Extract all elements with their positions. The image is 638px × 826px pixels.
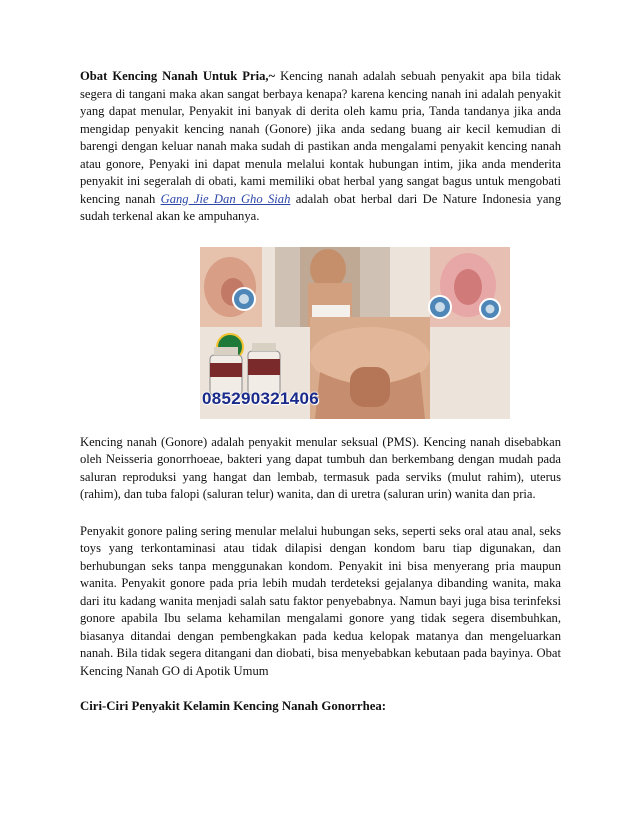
document-page [80, 68, 561, 716]
intro-text: Kencing nanah adalah sebuah penyakit apa bila tidak segera di tangani maka akan sangat berbaya kenapa? karena kencing nanah ini adalah penyakit yang dapat menular, Penyakit ini banyak di derita oleh kamu pria, Tanda tandanya jika anda mengidap penyakit kencing nanah (Gonore) jika anda sedang buang air kecil kemudian di barengi dengan keluar nanah maka sudah di pastikan anda mengalami penyakit kencing nanah atau gonore, Penyaki ini dapat menula melalui kontak hubungan intim, jika anda menderita penyakit ini segeralah di obati, kami memiliki obat herbal yang sangat bagus untuk mengobati kencing nanah [80, 69, 561, 206]
section-heading: Ciri-Ciri Penyakit Kelamin Kencing Nanah Gonorrhea: [80, 699, 387, 713]
intro-paragraph [80, 68, 561, 226]
product-collage-image [200, 247, 510, 419]
gonorrhea-definition-paragraph: Kencing nanah (Gonore) adalah penyakit menular seksual (PMS). Kencing nanah disebabkan oleh Neisseria gonorrhoeae, bakteri yang dapat tumbuh dan berkembang dengan mudah pada saluran reproduksi yang hangat dan lembab, termasuk pada serviks (mulut rahim), uterus (rahim), dan tuba falopi (saluran telur) wanita, dan di uretra (saluran urin) wanita dan pria. [80, 434, 561, 501]
phone-number: 085290321406 [202, 388, 320, 408]
product-link[interactable]: Gang Jie Dan Gho Siah [160, 191, 291, 206]
intro-text-end: adalah obat herbal dari De Nature Indonesia yang sudah terkenal akan ke ampuhanya. [80, 191, 562, 223]
intro-title: Obat Kencing Nanah Untuk Pria,~ [80, 69, 276, 83]
transmission-paragraph: Penyakit gonore paling sering menular melalui hubungan seks, seperti seks oral atau anal, seks toys yang terkontaminasi atau tidak dilapisi dengan kondom baru tiap digunakan, dan berhubungan seks tanpa menggunakan kondom. Penyakit ini bisa menyerang pria maupun wanita. Penyakit gonore pada pria lebih mudah terdeteksi gejalanya dibanding wanita, maka dari itu kadang wanita menjadi salah satu faktor penyebabnya. Namun bayi juga bisa terinfeksi gonore apabila Ibu selama kehamilan mengalami gonore yang tidak segera disembuhkan, biasanya ditandai dengan pembengkakan pada kedua kelopak matanya dan mengeluarkan nanah. Bila tidak segera ditangani dan diobati, bisa menyebabkan kebutaan pada bayinya. Obat Kencing Nanah GO di Apotik Umum [80, 523, 561, 678]
